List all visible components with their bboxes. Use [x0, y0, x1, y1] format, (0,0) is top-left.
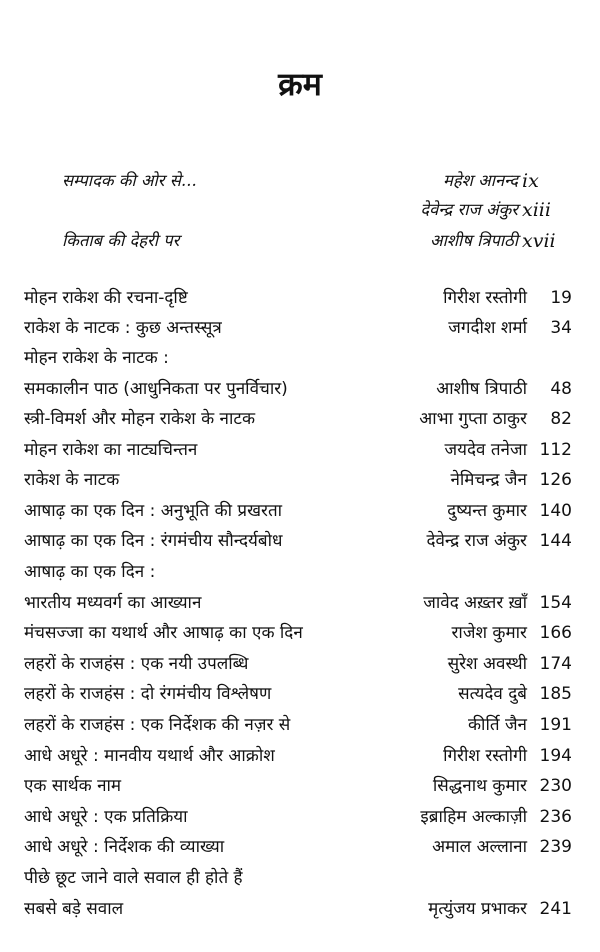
toc-entry-title: मंचसज्जा का यथार्थ और आषाढ़ का एक दिन [24, 623, 303, 643]
toc-entry-page: 140 [539, 501, 572, 521]
toc-entry-title: पीछे छूट जाने वाले सवाल ही होते हैं [24, 868, 243, 888]
toc-entry [0, 619, 600, 648]
intro-row-page: ix [522, 170, 539, 192]
toc-entry-title: आषाढ़ का एक दिन : [24, 562, 156, 582]
toc-entry-author: नेमिचन्द्र जैन [450, 470, 527, 490]
toc-entry-page: 241 [539, 899, 572, 919]
toc-entry-page: 185 [539, 684, 572, 704]
toc-entry [0, 405, 600, 434]
toc-entry [0, 558, 600, 587]
toc-entry-title: मोहन राकेश का नाट्यचिन्तन [24, 440, 198, 460]
toc-entry-title: लहरों के राजहंस : एक निर्देशक की नज़र से [24, 715, 291, 735]
toc-entry-page: 34 [550, 318, 572, 338]
toc-entry [0, 375, 600, 404]
toc-entry-title: समकालीन पाठ (आधुनिकता पर पुनर्विचार) [24, 379, 288, 399]
toc-entry-page: 239 [539, 837, 572, 857]
toc-entry-author: कीर्ति जैन [467, 715, 527, 735]
intro-row [0, 195, 600, 225]
toc-entry-title: मोहन राकेश के नाटक : [24, 348, 169, 368]
page-title: क्रम [278, 65, 322, 103]
toc-entry-title: सबसे बड़े सवाल [24, 899, 124, 919]
toc-entry [0, 772, 600, 801]
toc-entry-page: 126 [539, 470, 572, 490]
toc-entry-author: सत्यदेव दुबे [458, 684, 527, 704]
intro-row [0, 166, 600, 196]
toc-entry [0, 344, 600, 373]
toc-entry [0, 650, 600, 679]
intro-row-author: आशीष त्रिपाठी [429, 231, 518, 250]
toc-entry-author: सिद्धनाथ कुमार [432, 776, 527, 796]
toc-entry-title: भारतीय मध्यवर्ग का आख्यान [24, 593, 202, 613]
toc-entry-author: मृत्युंजय प्रभाकर [428, 899, 527, 919]
toc-entry [0, 497, 600, 526]
intro-row [0, 226, 600, 256]
toc-entry-author: इब्राहिम अल्काज़ी [420, 807, 527, 827]
toc-entry-title: आषाढ़ का एक दिन : रंगमंचीय सौन्दर्यबोध [24, 531, 283, 551]
intro-row-author: देवेन्द्र राज अंकुर [420, 200, 518, 219]
toc-entry-author: राजेश कुमार [451, 623, 527, 643]
toc-entry-title: मोहन राकेश की रचना-दृष्टि [24, 288, 188, 308]
toc-entry [0, 284, 600, 313]
toc-entry-author: गिरीश रस्तोगी [443, 746, 527, 766]
toc-entry [0, 864, 600, 893]
toc-entry-author: जावेद अख़्तर ख़ाँ [423, 593, 527, 613]
toc-entry-author: दुष्यन्त कुमार [447, 501, 527, 521]
toc-entry-page: 112 [539, 440, 572, 460]
toc-entry-author: सुरेश अवस्थी [447, 654, 527, 674]
toc-entry [0, 466, 600, 495]
toc-entry-page: 154 [539, 593, 572, 613]
intro-row-page: xvii [522, 230, 556, 252]
toc-entry [0, 527, 600, 556]
toc-entry [0, 680, 600, 709]
toc-entry-title: राकेश के नाटक : कुछ अन्तस्सूत्र [24, 318, 222, 338]
toc-entry-title: एक सार्थक नाम [24, 776, 122, 796]
toc-entry [0, 314, 600, 343]
toc-entry-page: 144 [539, 531, 572, 551]
toc-entry-page: 48 [550, 379, 572, 399]
toc-entry-author: जयदेव तनेजा [444, 440, 527, 460]
intro-row-page: xiii [522, 199, 551, 221]
toc-entry-title: आधे अधूरे : निर्देशक की व्याख्या [24, 837, 225, 857]
intro-row-title: किताब की देहरी पर [62, 231, 180, 250]
toc-entry-page: 166 [539, 623, 572, 643]
toc-entry [0, 436, 600, 465]
toc-entry-title: स्त्री-विमर्श और मोहन राकेश के नाटक [24, 409, 255, 429]
toc-entry [0, 589, 600, 618]
toc-entry-page: 82 [550, 409, 572, 429]
toc-entry-author: देवेन्द्र राज अंकुर [426, 531, 527, 551]
toc-entry-author: जगदीश शर्मा [448, 318, 527, 338]
toc-entry-title: आषाढ़ का एक दिन : अनुभूति की प्रखरता [24, 501, 283, 521]
toc-entry-page: 236 [539, 807, 572, 827]
toc-entry [0, 711, 600, 740]
toc-entry-page: 191 [539, 715, 572, 735]
toc-entry-author: आभा गुप्ता ठाकुर [419, 409, 527, 429]
toc-entry [0, 803, 600, 832]
toc-entry-title: आधे अधूरे : मानवीय यथार्थ और आक्रोश [24, 746, 275, 766]
toc-entry-page: 174 [539, 654, 572, 674]
intro-row-title: सम्पादक की ओर से... [62, 171, 197, 190]
toc-entry-title: राकेश के नाटक [24, 470, 120, 490]
toc-entry-author: गिरीश रस्तोगी [443, 288, 527, 308]
toc-entry-title: आधे अधूरे : एक प्रतिक्रिया [24, 807, 188, 827]
intro-row-author: महेश आनन्द [443, 171, 518, 190]
toc-entry-title: लहरों के राजहंस : एक नयी उपलब्धि [24, 654, 249, 674]
toc-entry-title: लहरों के राजहंस : दो रंगमंचीय विश्लेषण [24, 684, 272, 704]
toc-entry-page: 230 [539, 776, 572, 796]
toc-entry [0, 742, 600, 771]
toc-entry-author: अमाल अल्लाना [432, 837, 527, 857]
toc-entry-page: 19 [550, 288, 572, 308]
toc-entry-author: आशीष त्रिपाठी [436, 379, 527, 399]
toc-entry [0, 895, 600, 924]
toc-entry [0, 833, 600, 862]
toc-entry-page: 194 [539, 746, 572, 766]
